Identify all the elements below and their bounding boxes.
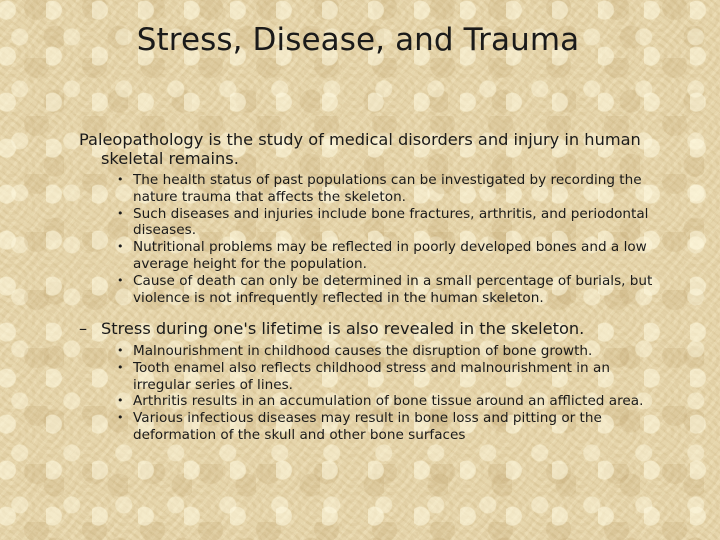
sub-point: [79, 319, 679, 338]
second-bullet-list: [115, 343, 660, 444]
main-point-text: Paleopathology is the study of medical disorders and injury in human skeletal remains.: [79, 130, 641, 168]
first-bullet-list: [115, 172, 660, 306]
list-item: • The health status of past populations can be investigated by recording the nature trauma that affects the skeleton.: [117, 172, 642, 205]
bullet-icon: •: [117, 344, 124, 357]
bullet-icon: •: [117, 173, 124, 186]
bullet-icon: •: [117, 411, 124, 425]
bullet-icon: •: [117, 394, 124, 408]
slide-title: Stress, Disease, and Trauma: [136, 22, 580, 58]
dash-marker: –: [79, 319, 88, 338]
list-item: • Such diseases and injuries include bone fractures, arthritis, and periodontal diseases.: [117, 205, 649, 239]
list-item: • Arthritis results in an accumulation of bone tissue around an afflicted area.: [117, 393, 644, 410]
main-point: [79, 130, 649, 168]
list-item: • Nutritional problems may be reflected in poorly developed bones and a low average height for the population.: [117, 239, 647, 272]
bullet-icon: •: [117, 240, 124, 254]
list-item: • Malnourishment in childhood causes the disruption of bone growth.: [117, 343, 593, 359]
list-item: • Tooth enamel also reflects childhood stress and malnourishment in an irregular series of lines.: [117, 359, 610, 393]
bullet-icon: •: [117, 206, 124, 220]
list-item: • Various infectious diseases may result in bone loss and pitting or the deformation of the skull and other bone surfaces: [117, 410, 602, 443]
bullet-icon: •: [117, 273, 124, 287]
bullet-icon: •: [117, 360, 124, 374]
sub-point-text: Stress during one's lifetime is also revealed in the skeleton.: [101, 319, 585, 338]
list-item: • Cause of death can only be determined in a small percentage of burials, but violence is not infrequently reflected in the human skeleton.: [117, 272, 653, 306]
